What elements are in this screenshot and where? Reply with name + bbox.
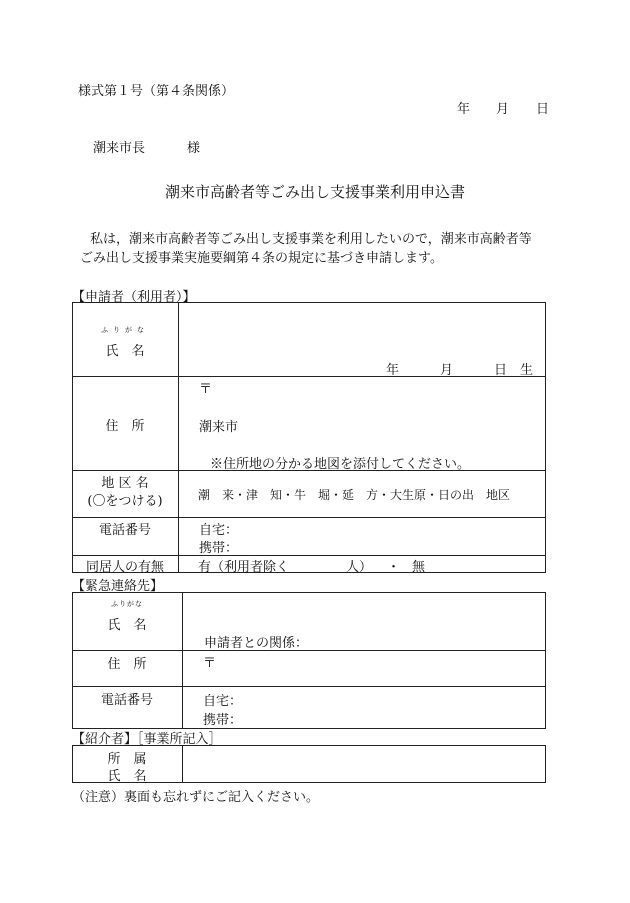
row-divider (72, 686, 546, 687)
emergency-home-phone[interactable]: 自宅： (203, 694, 243, 709)
addressee-name: 潮来市長 (93, 141, 146, 156)
row-divider (72, 517, 546, 518)
district-label: 地 区 名 (101, 476, 149, 491)
introducer-name-label: 氏 名 (107, 769, 147, 784)
emergency-name-label: 氏 名 (107, 618, 147, 633)
applicant-mobile-phone[interactable]: 携帯： (199, 541, 239, 556)
date-month-label: 月 (496, 102, 510, 117)
introducer-field[interactable] (183, 746, 545, 782)
district-hint: (〇をつける) (87, 494, 163, 509)
cohabitant-no[interactable]: 無 (412, 560, 426, 575)
postal-mark: 〒 (199, 382, 213, 397)
birth-month-label: 月 (440, 363, 454, 378)
intro-line-1: 私は，潮来市高齢者等ごみ出し支援事業を利用したいので，潮来市高齢者等 (90, 232, 532, 247)
applicant-phone-label: 電話番号 (98, 523, 151, 538)
intro-line-2: ごみ出し支援事業実施要綱第４条の規定に基づき申請します。 (80, 251, 443, 266)
cohabitant-yes[interactable]: 有（利用者除く (198, 560, 290, 575)
applicant-name-label: 氏 名 (105, 344, 145, 359)
emergency-heading: 【緊急連絡先】 (72, 579, 164, 594)
district-options[interactable]: 潮 来・津 知・牛 堀・延 方・大生原・日の出 地区 (198, 488, 511, 502)
cohabitant-label: 同居人の有無 (85, 560, 164, 575)
emergency-postal-mark: 〒 (203, 656, 217, 671)
form-number: 様式第１号（第４条関係） (78, 84, 235, 99)
emergency-address-field[interactable] (183, 651, 545, 685)
emergency-address-label: 住 所 (107, 657, 147, 672)
map-note: ※住所地の分かる地図を添付してください。 (210, 457, 471, 472)
emergency-phone-label: 電話番号 (100, 693, 153, 708)
birth-year-label: 年 (386, 363, 400, 378)
notice: （注意）裏面も忘れずにご記入ください。 (72, 790, 320, 805)
page-title: 潮来市高齢者等ごみ出し支援事業利用申込書 (164, 183, 465, 201)
applicant-address-label: 住 所 (105, 419, 145, 434)
emergency-furigana-label: ふりがな (111, 600, 143, 608)
applicant-home-phone[interactable]: 自宅： (199, 523, 239, 538)
birth-day-label: 日 (494, 363, 508, 378)
birth-suffix: 生 (520, 363, 534, 378)
date-day-label: 日 (536, 102, 550, 117)
applicant-heading: 【申請者（利用者）】 (72, 290, 196, 305)
emergency-relation-label: 申請者との関係： (204, 636, 309, 651)
addressee-honorific: 様 (187, 141, 201, 156)
date-year-label: 年 (457, 102, 471, 117)
introducer-heading: 【紹介者】［事業所記入］ (72, 732, 222, 747)
cohabitant-unit: 人） (346, 560, 373, 575)
affiliation-label: 所 属 (107, 752, 147, 767)
applicant-name-field[interactable] (179, 303, 545, 375)
applicant-furigana-label: ふりがな (101, 326, 149, 334)
emergency-mobile-phone[interactable]: 携帯： (203, 713, 243, 728)
city-name: 潮来市 (199, 420, 239, 435)
cohabitant-separator: ・ (387, 560, 401, 575)
